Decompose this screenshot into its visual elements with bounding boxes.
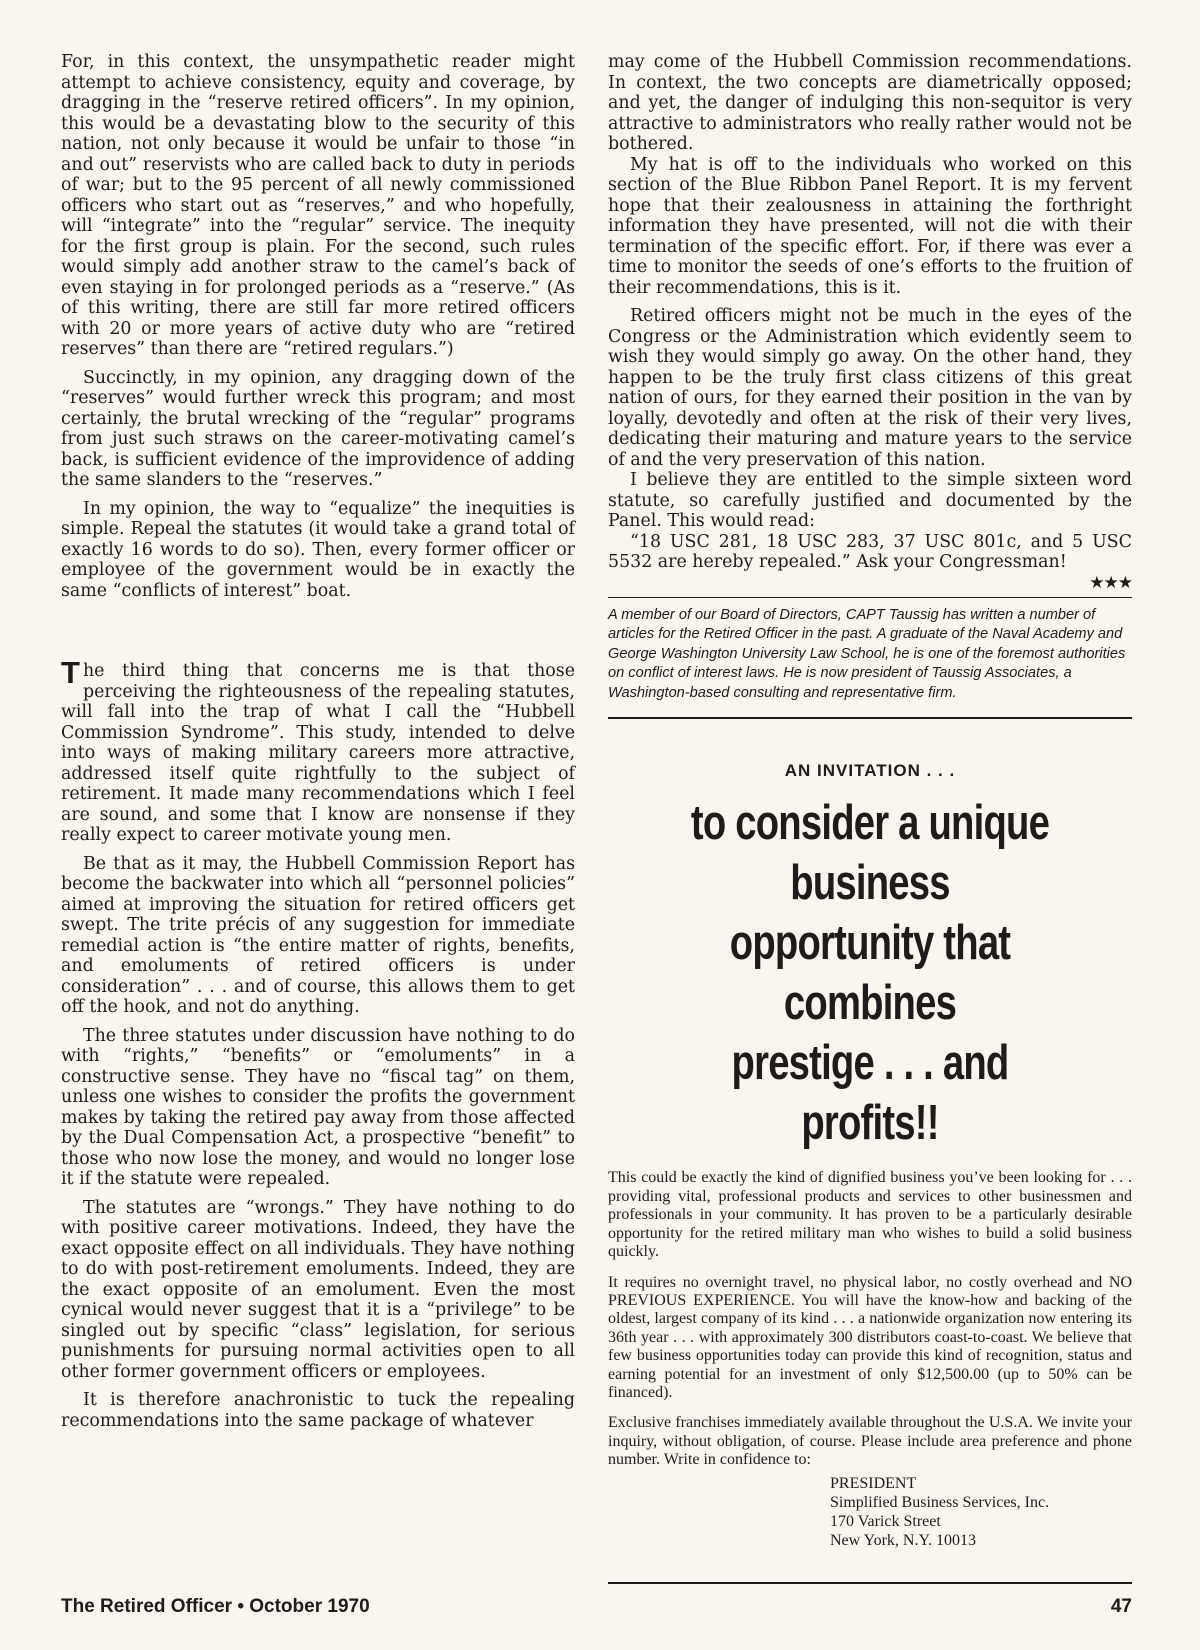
article-paragraph: For, in this context, the unsympathetic reader might attempt to achieve consistency, equity and coverage, by dragging in the “reserve retired officers”. In my opinion, this would be a devastating blow to the security of this nation, not only because it would be unfair to those “in and out” reservists who are called back to duty in periods of war; but to the 95 percent of all newly commissioned officers who start out as “reserves,” and who hopefully, will “integrate” into the “regular” service. The inequity for the first group is plain. For the second, such rules would simply add another straw to the camel’s back of even staying in for prolonged periods as a “reserve.” (As of this writing, there are still far more retired officers with 20 or more years of active duty who are “retired reserves” than there are “retired regulars.”) — [61, 52, 575, 359]
article-paragraph-section-start — [61, 655, 575, 846]
address-line: Simplified Business Services, Inc. — [830, 1493, 1050, 1511]
ad-headline-line: prestige . . . and profits!! — [731, 1036, 1009, 1151]
article-paragraph: It is therefore anachronistic to tuck the repealing recommendations into the same package of whatever — [61, 1390, 575, 1431]
article-paragraph: In my opinion, the way to “equalize” the inequities is simple. Repeal the statutes (it would take a grand total of exactly 16 words to do so). Then, every former officer or employee of the government would be in exactly the same “conflicts of interest” boat. — [61, 498, 575, 601]
article-paragraph: The three statutes under discussion have nothing to do with “rights,” “benefits” or “emoluments” in a constructive sense. They have no “fiscal tag” on them, unless one wishes to consider the profits the government makes by taking the retired pay away from those affected by the Dual Compensation Act, a prospective “benefit” to those who now lose the money, and would no longer lose it if the statute were repealed. — [61, 1025, 575, 1189]
advertisement — [608, 761, 1132, 1583]
article-paragraph: The statutes are “wrongs.” They have nothing to do with positive career motivations. Indeed, they have the exact opposite effect on all individuals. They have nothing to do with post-retirement emoluments. Indeed, they are the exact opposite of an emolument. Even the most cynical would never suggest that it is a “privilege” to be singled out by specific “class” legislation, for serious punishments for pursuing normal activities open to all other former government officers or employees. — [61, 1197, 575, 1382]
address-line: 170 Varick Street — [830, 1512, 941, 1530]
address-line: PRESIDENT — [830, 1474, 917, 1492]
author-bio: A member of our Board of Directors, CAPT Taussig has written a number of articles for the Retired Officer in the past. A graduate of the Naval Academy and George Washington University Law School, he is one of the foremost authorities on conflict of interest laws. He is now president of Taussig Associates, a Washington-based consulting and representative firm. — [608, 597, 1132, 704]
section-start-text: he third thing that concerns me is that those perceiving the righteousness of the repealing statutes, will fall into the trap of what I call the “Hubbell Commission Syndrome”. This study, intended to delve into ways of making military careers more attractive, addressed itself quite rightfully to the subject of retirement. It made many recommendations which I feel are sound, and some that I know are nonsense if they really expect to career motivate young men. — [61, 661, 575, 845]
ad-paragraph: This could be exactly the kind of dignified business you’ve been looking for . . . providing vital, professional products and services to other businessmen and professionals in your community. It has proven to be a particularly desirable opportunity for the retired military man who wishes to build a solid business quickly. — [608, 1169, 1132, 1261]
ad-address — [830, 1474, 1132, 1550]
ad-paragraph: Exclusive franchises immediately available throughout the U.S.A. We invite your inquiry, without obligation, of course. Please include area preference and phone number. Write in confidence to: — [608, 1414, 1132, 1469]
divider — [608, 717, 1132, 719]
right-column — [608, 52, 1132, 1584]
divider — [608, 1582, 1132, 1584]
section-spacer — [61, 601, 575, 661]
publication-line: The Retired Officer • October 1970 — [61, 1596, 370, 1617]
address-line: New York, N.Y. 10013 — [830, 1531, 976, 1549]
left-column — [61, 52, 575, 1431]
article-paragraph: Retired officers might not be much in the eyes of the Congress or the Administration which evidently seem to wish they would simply go away. On the other hand, they happen to be the truly first class citizens of this great nation of ours, for they earned their position in the van by loyally, devotedly and often at the risk of their very lives, dedicating their maturing and mature years to the service of and the very preservation of this nation. — [608, 306, 1132, 470]
ad-kicker: AN INVITATION . . . — [784, 761, 956, 781]
article-paragraph: My hat is off to the individuals who worked on this section of the Blue Ribbon Panel Report. It is my fervent hope that their zealousness in attaining the forthright information they have presented, will not die with their termination of the specific effort. For, if there was ever a time to monitor the seeds of one’s efforts to the fruition of their recommendations, this is it. — [608, 154, 1132, 298]
article-paragraph: “18 USC 281, 18 USC 283, 37 USC 801c, and 5 USC 5532 are hereby repealed.” Ask your Congressman! — [608, 531, 1132, 572]
ad-headline-line: opportunity that combines — [729, 916, 1011, 1031]
ad-paragraph: It requires no overnight travel, no physical labor, no costly overhead and NO PREVIOUS EXPERIENCE. You will have the know-how and backing of the oldest, largest company of its kind . . . a nationwide organization now entering its 36th year . . . with approximately 300 distributors coast-to-coast. We believe that few business opportunities today can provide this kind of recognition, status and earning potential for an investment of only $12,500.00 (up to 50% can be financed). — [608, 1273, 1132, 1401]
article-paragraph: I believe they are entitled to the simple sixteen word statute, so carefully justified and documented by the Panel. This would read: — [608, 470, 1132, 531]
page-number: 47 — [1110, 1596, 1132, 1617]
end-stars-icon: ★★★ — [1089, 572, 1132, 593]
article-paragraph: may come of the Hubbell Commission recommendations. In context, the two concepts are diametrically opposed; and yet, the danger of indulging this non-sequitor is very attractive to administrators who really rather would not be bothered. — [608, 52, 1132, 154]
drop-cap: T — [61, 655, 80, 690]
article-paragraph: Succinctly, in my opinion, any dragging down of the “reserves” would further wreck this program; and most certainly, the brutal wrecking of the “regular” programs from just such straws on the career-motivating camel’s back, is sufficient evidence of the improvidence of adding the same slanders to the “reserves.” — [61, 367, 575, 490]
ad-headline — [666, 793, 1075, 1153]
page-footer — [61, 1596, 1132, 1626]
article-paragraph: Be that as it may, the Hubbell Commission Report has become the backwater into which all “personnel policies” aimed at improving the situation for retired officers get swept. The trite précis of any suggestion for immediate remedial action is “the entire matter of rights, benefits, and emoluments of retired officers is under consideration” . . . and of course, this allows them to get off the hook, and not do anything. — [61, 853, 575, 1017]
ad-headline-line: to consider a unique business — [690, 796, 1050, 911]
